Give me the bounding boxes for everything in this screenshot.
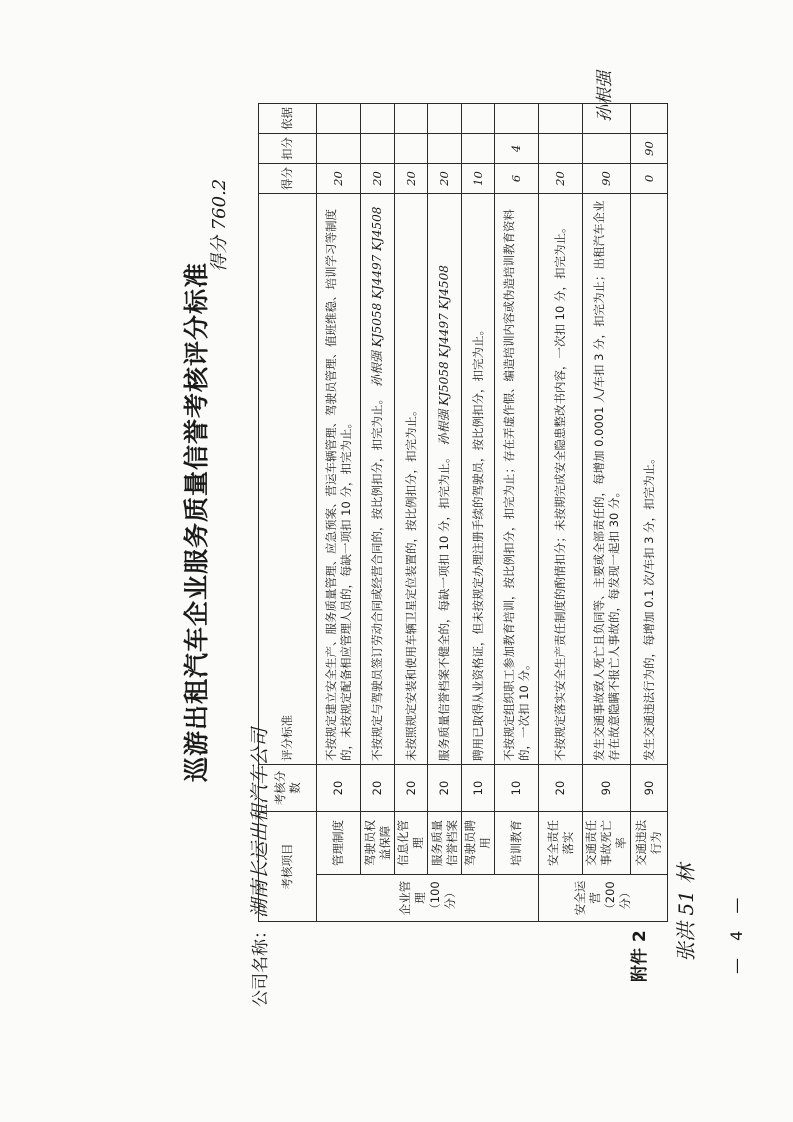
score-cell: 90 (583, 164, 631, 194)
score-cell: 6 (495, 164, 539, 194)
points-cell: 20 (361, 765, 395, 812)
points-cell: 20 (539, 765, 583, 812)
table-row (462, 104, 495, 922)
criteria-cell (361, 194, 395, 765)
item-cell: 管理制度 (317, 812, 361, 875)
group-safe-operation: 安全运营（200分） (539, 875, 668, 922)
deduct-cell (395, 134, 428, 164)
criteria-cell (395, 194, 428, 765)
score-cell: 10 (462, 164, 495, 194)
attachment-label: 附件 2 (630, 930, 650, 982)
header-deduct: 扣分 (259, 134, 317, 164)
deduct-cell: 90 (631, 134, 668, 164)
basis-cell (495, 104, 539, 134)
criteria-cell (317, 194, 361, 765)
points-cell: 90 (631, 765, 668, 812)
criteria-text: 聘用已取得从业资格证，但未按规定办理注册手续的驾驶员，按比例扣分，扣完为止。 (470, 324, 485, 761)
deduct-cell (539, 134, 583, 164)
criteria-text: 发生交通事故致人死亡且负同等、主要或全部责任的，每增加 0.0001 人/车扣 3 分，扣完为止；出租汽车企业存在故意隐瞒不报亡人事故的，每发现一起扣 30 分。 (591, 200, 621, 761)
deduct-cell (428, 134, 462, 164)
criteria-cell (631, 194, 668, 765)
table-row (631, 104, 668, 922)
item-cell: 交通责任事故死亡率 (583, 812, 631, 875)
item-cell: 安全责任落实 (539, 812, 583, 875)
basis-cell (361, 104, 395, 134)
criteria-cell (462, 194, 495, 765)
handwritten-note: 孙根强 KJ5058 KJ4497 KJ4508 (437, 265, 451, 446)
points-cell: 20 (428, 765, 462, 812)
page-number: — 4 — (727, 891, 746, 974)
item-cell: 驾驶员权益保障 (361, 812, 395, 875)
item-cell: 服务质量信誉档案 (428, 812, 462, 875)
criteria-cell (583, 194, 631, 765)
header-basis: 依据 (259, 104, 317, 134)
table-header-row (259, 104, 317, 922)
points-cell: 10 (462, 765, 495, 812)
criteria-text: 不按规定组织职工参加教育培训，按比例扣分，扣完为止；存在弄虚作假、编造培训内容或伪造培训教育资料的，一次扣 10 分。 (501, 209, 531, 761)
criteria-cell (539, 194, 583, 765)
score-cell: 20 (539, 164, 583, 194)
basis-cell (462, 104, 495, 134)
score-cell: 20 (395, 164, 428, 194)
total-score-handwritten: 得分 760.2 (209, 178, 230, 272)
basis-cell (428, 104, 462, 134)
criteria-text: 不按规定与驾驶员签订劳动合同或经营合同的，按比例扣分，扣完为止。 (370, 393, 384, 761)
basis-cell (539, 104, 583, 134)
basis-cell (317, 104, 361, 134)
basis-cell (631, 104, 668, 134)
table-row (428, 104, 462, 922)
deduct-cell (361, 134, 395, 164)
signer-handwritten: 张洪 51 林 (674, 863, 698, 962)
criteria-text: 未按照规定安装和使用车辆卫星定位装置的，按比例扣分，扣完为止。 (403, 404, 418, 761)
table-row (539, 104, 583, 922)
table-row (317, 104, 361, 922)
basis-cell (395, 104, 428, 134)
deduct-cell: 4 (495, 134, 539, 164)
table-row (395, 104, 428, 922)
table-row (495, 104, 539, 922)
header-points: 考核分数 (259, 765, 317, 812)
deduct-cell (462, 134, 495, 164)
item-cell: 培训教育 (495, 812, 539, 875)
header-score: 得分 (259, 164, 317, 194)
score-cell: 20 (361, 164, 395, 194)
deduct-cell (317, 134, 361, 164)
criteria-text: 发生交通违法行为的，每增加 0.1 次/车扣 3 分，扣完为止。 (641, 452, 656, 761)
points-cell: 90 (583, 765, 631, 812)
group-enterprise-management: 企业管理（100分） (317, 875, 539, 922)
item-cell: 驾驶员聘用 (462, 812, 495, 875)
deduct-cell (583, 134, 631, 164)
header-item: 考核项目 (259, 812, 317, 922)
criteria-text: 不按规定落实安全生产责任制度的酌情扣分；未按期完成安全隐患整改书内容，一次扣 10 分，扣完为止。 (553, 221, 567, 761)
points-cell: 20 (317, 765, 361, 812)
score-cell: 0 (631, 164, 668, 194)
points-cell: 10 (495, 765, 539, 812)
item-cell: 信息化管理 (395, 812, 428, 875)
criteria-cell (495, 194, 539, 765)
item-cell: 交通违法行为 (631, 812, 668, 875)
criteria-text: 不按规定建立安全生产、服务质量管理、应急预案、营运车辆管理、驾驶员管理、值班维稳、培训学习等制度的，未按规定配备相应管理人员的，每缺一项扣 10 分，扣完为止。 (323, 209, 353, 761)
score-cell: 20 (317, 164, 361, 194)
points-cell: 20 (395, 765, 428, 812)
criteria-text: 服务质量信誉档案不健全的，每缺一项扣 10 分，扣完为止。 (437, 451, 451, 761)
company-name-handwritten: 湖南长运出租汽车公司 (249, 727, 271, 918)
document-title: 巡游出租汽车企业服务质量信誉考核评分标准 (182, 262, 211, 783)
reviewer-handwritten: 孙根强 (595, 71, 615, 122)
table-row (583, 104, 631, 922)
handwritten-note: 孙根强 KJ5058 KJ4497 KJ4508 (370, 206, 384, 387)
evaluation-table (258, 103, 668, 922)
table-row (361, 104, 395, 922)
score-cell: 20 (428, 164, 462, 194)
header-criteria: 评分标准 (259, 194, 317, 765)
company-label: 公司名称： (251, 922, 271, 1007)
criteria-cell (428, 194, 462, 765)
